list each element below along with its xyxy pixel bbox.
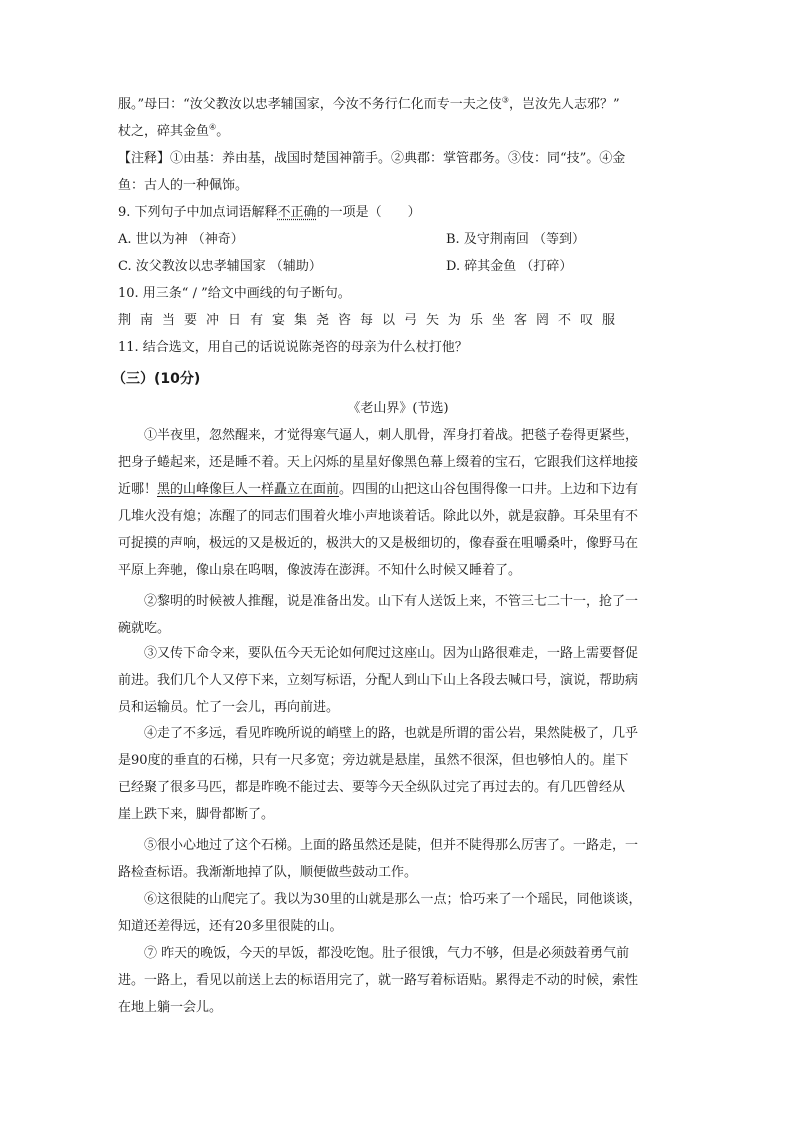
text: ③又传下命令来，要队伍今天无论如何爬过这座山。因为山路很难走，一路上需要督促: [144, 646, 639, 661]
passage-title: 《老山界》(节选): [347, 401, 449, 416]
text: 近哪！: [118, 482, 158, 497]
text: 杖之，碎其金鱼: [118, 124, 210, 139]
paragraph-line: 路检查标语。我渐渐地掉了队，顺便做些鼓动工作。: [118, 865, 418, 880]
paragraph-line: [118, 940, 678, 967]
paragraph-line: 碗就吃。: [118, 621, 171, 636]
paragraph-line: [118, 640, 678, 667]
paragraph-line: [118, 832, 678, 859]
text: ⑦ 昨天的晚饭，今天的早饭，都没吃饱。肚子很饿，气力不够，但是必须鼓着勇气前: [144, 946, 630, 961]
paragraph-line: 平原上奔驰，像山泉在呜咽，像波涛在澎湃。不知什么时候又睡着了。: [118, 563, 522, 578]
modern-passage-block: [118, 422, 678, 584]
passage-line: [118, 91, 678, 118]
notes-line: 【注释】①由基：养由基，战国时楚国神箭手。②典郡：掌管郡务。③伎：同“技”。④金: [118, 151, 626, 166]
text: ①半夜里，忽然醒来，才觉得寒气逼人，刺人肌骨，浑身打着战。把毯子卷得更紧些，: [144, 428, 639, 443]
paragraph-line: 进。一路上，看见以前送上去的标语用完了，就一路写着标语贴。累得走不动的时候，索性: [118, 973, 639, 988]
section-heading: （三）(10分): [112, 371, 201, 387]
paragraph-line: [118, 720, 678, 747]
text: ⑤很小心地过了这个石梯。上面的路虽然还是陡，但并不陡得那么厉害了。一路走，一: [144, 838, 639, 853]
paragraph-line: [118, 422, 678, 449]
text: 。: [216, 124, 230, 139]
paragraph-line: 是90度的垂直的石梯，只有一尺多宽；旁边就是悬崖，虽然不很深，但也够怕人的。崖下: [118, 753, 629, 768]
text: 。四围的山把这山谷包围得像一口井。上边和下边有: [339, 482, 639, 497]
question-11-stem: 11. 结合选文，用自己的话说说陈尧咨的母亲为什么杖打他？: [118, 340, 468, 355]
footnote-marker: ③: [501, 95, 509, 105]
question-9-options-row: [118, 253, 678, 280]
question-10-sentence: 荆南当要冲日有宴集尧咨每以弓矢为乐坐客罔不叹服: [118, 313, 625, 328]
question-9-stem: [118, 199, 678, 226]
text: ⑥这很陡的山爬完了。我以为30里的山就是那么一点；恰巧来了一个瑶民，同他谈谈，: [144, 892, 642, 907]
paragraph-line: [118, 588, 678, 615]
text: ④走了不多远，看见昨晚所说的峭壁上的路，也就是所谓的雷公岩，果然陡极了，几乎: [144, 726, 639, 741]
paragraph-line: 知道还差得远，还有20多里很陡的山。: [118, 919, 343, 934]
underlined-sentence: 黑的山峰像巨人一样矗立在面前: [157, 482, 340, 497]
paragraph-line: 崖上跌下来，脚骨都断了。: [118, 807, 275, 822]
paragraph-line: [118, 476, 678, 503]
paragraph-line: [118, 886, 678, 913]
option-c: C. 汝父教汝以忠孝辅国家 （辅助）: [118, 259, 322, 274]
passage-line: [118, 118, 678, 145]
modern-passage-block: [118, 588, 678, 642]
paragraph-line: 前进。我们几个人又停下来，立刻写标语，分配人到山下山上各段去喊口号，演说，帮助病: [118, 673, 639, 688]
classical-passage-block: [118, 91, 678, 361]
notes-line: 鱼：古人的一种佩饰。: [118, 178, 249, 193]
paragraph-line: 已经聚了很多马匹，都是昨晚不能过去、要等今天全纵队过完了再过去的。有几匹曾经从: [118, 780, 626, 795]
paragraph-line: 员和运输员。忙了一会儿，再向前进。: [118, 700, 340, 715]
emphasis-text: 不正确: [277, 205, 317, 220]
question-9-options-row: [118, 226, 678, 253]
question-10-stem: 10. 用三条“ / ”给文中画线的句子断句。: [118, 286, 351, 301]
paragraph-line: 在地上躺一会儿。: [118, 1000, 223, 1015]
modern-passage-block: [118, 720, 678, 828]
text: 服。”母曰：“汝父教汝以忠孝辅国家，今汝不务行仁化而专一夫之伎: [118, 97, 502, 112]
text: ②黎明的时候被人推醒，说是准备出发。山下有人送饭上来，不管三七二十一，抢了一: [144, 594, 639, 609]
option-b: B. 及守荆南回 （等到）: [446, 232, 585, 247]
text: 的一项是（ ）: [316, 205, 421, 220]
footnote-marker: ④: [209, 122, 217, 132]
modern-passage-block: [118, 940, 678, 1021]
text: ，岂汝先人志邪？”: [508, 97, 620, 112]
modern-passage-block: [118, 832, 678, 886]
paragraph-line: 可捉摸的声响，极远的又是极近的，极洪大的又是极细切的，像春蚕在咀嚼桑叶，像野马在: [118, 536, 639, 551]
modern-passage-block: [118, 886, 678, 940]
text: 9. 下列句子中加点词语解释: [118, 205, 278, 220]
paragraph-line: 把身子蜷起来，还是睡不着。天上闪烁的星星好像黑色幕上缀着的宝石，它跟我们这样地接: [118, 455, 639, 470]
option-a: A. 世以为神 （神奇）: [118, 232, 244, 247]
paragraph-line: 几堆火没有熄；冻醒了的同志们围着火堆小声地谈着话。除此以外，就是寂静。耳朵里有不: [118, 509, 639, 524]
option-d: D. 碎其金鱼 （打碎）: [446, 259, 573, 274]
modern-passage-block: [118, 640, 678, 721]
